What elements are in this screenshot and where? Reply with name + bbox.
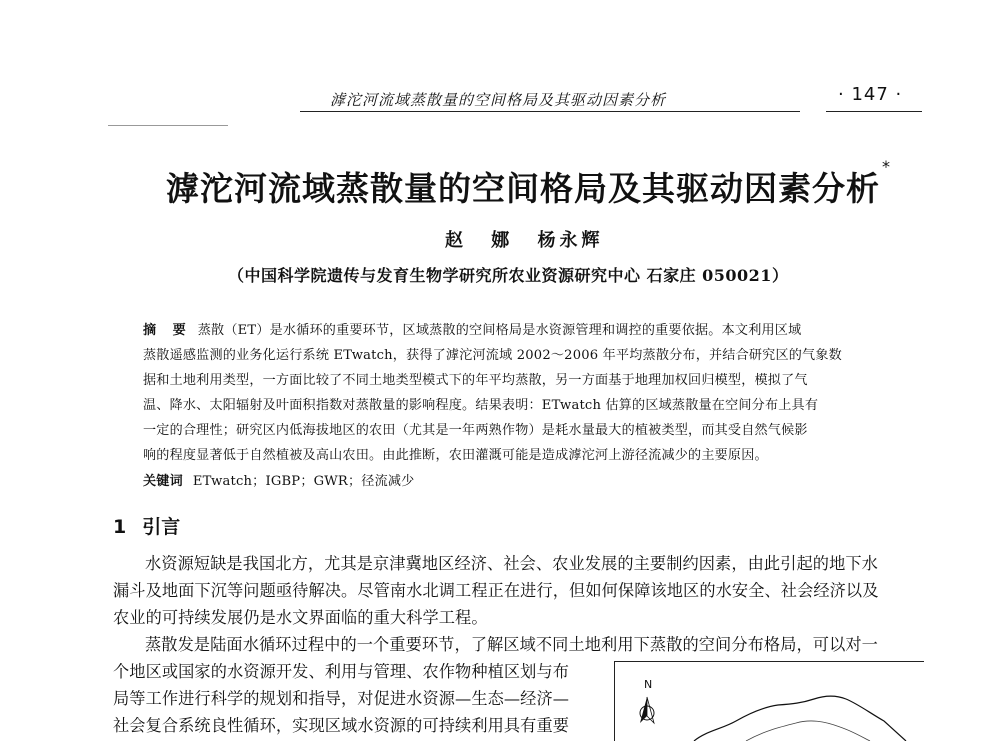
north-label: N (644, 678, 653, 691)
abstract-line (143, 319, 801, 338)
authors: 赵 娜 杨永辉 (445, 230, 604, 251)
affiliation: （中国科学院遗传与发育生物学研究所农业资源研究中心 石家庄 050021） (228, 266, 789, 285)
basin-boundary (694, 696, 906, 741)
page-number: · 147 · (838, 84, 903, 105)
body-line: 水资源短缺是我国北方，尤其是京津冀地区经济、社会、农业发展的主要制约因素，由此引起的地下水 (145, 554, 878, 573)
keywords-text: ETwatch；IGBP；GWR；径流减少 (192, 474, 415, 489)
section-title: 引言 (142, 516, 181, 538)
abstract-label: 摘 要 (143, 323, 192, 338)
paper-title (166, 157, 891, 210)
body-line: 农业的可持续发展仍是水文界面临的重大科学工程。 (113, 608, 488, 627)
header-rule (300, 111, 800, 112)
abstract-line: 响的程度显著低于自然植被及高山农田。由此推断，农田灌溉可能是造成滹沱河上游径流减少的主要原因。 (143, 448, 768, 463)
abstract-line: 蒸散遥感监测的业务化运行系统 ETwatch，获得了滹沱河流域 2002～2006 年平均蒸散分布，并结合研究区的气象数 (143, 348, 842, 363)
abstract-line: 一定的合理性；研究区内低海拔地区的农田（尤其是一年两熟作物）是耗水量最大的植被类型，而其受自然气候影 (143, 423, 808, 438)
body-line: 局等工作进行科学的规划和指导，对促进水资源—生态—经济— (113, 689, 570, 708)
body-line: 蒸散发是陆面水循环过程中的一个重要环节，了解区域不同土地利用下蒸散的空间分布格局，可以对一 (145, 635, 878, 654)
section-heading (113, 512, 180, 539)
keywords-line (143, 470, 414, 489)
map-graphic (614, 661, 924, 741)
running-header-title: 滹沱河流域蒸散量的空间格局及其驱动因素分析 (330, 91, 667, 109)
abstract-text: 蒸散（ET）是水循环的重要环节，区域蒸散的空间格局是水资源管理和调控的重要依据。本文利用区域 (197, 323, 802, 338)
body-line: 社会复合系统良性循环，实现区域水资源的可持续利用具有重要 (113, 716, 570, 735)
title-footnote-mark: * (882, 157, 891, 176)
paper-title-text: 滹沱河流域蒸散量的空间格局及其驱动因素分析 (166, 169, 880, 208)
body-line: 漏斗及地面下沉等问题亟待解决。尽管南水北调工程正在进行，但如何保障该地区的水安全、社会经济以及 (113, 581, 879, 600)
body-line: 个地区或国家的水资源开发、利用与管理、农作物种植区划与布 (113, 662, 570, 681)
header-rule (108, 125, 228, 126)
header-rule (826, 111, 922, 112)
section-number: 1 (113, 516, 127, 538)
keywords-label: 关键词 (143, 474, 183, 489)
north-arrow-icon (640, 697, 654, 723)
map-figure (614, 661, 924, 741)
abstract-line: 据和土地利用类型，一方面比较了不同土地类型模式下的年平均蒸散，另一方面基于地理加权回归模型，模拟了气 (143, 373, 808, 388)
abstract-line: 温、降水、太阳辐射及叶面积指数对蒸散量的影响程度。结果表明：ETwatch 估算的区域蒸散量在空间分布上具有 (143, 398, 819, 413)
